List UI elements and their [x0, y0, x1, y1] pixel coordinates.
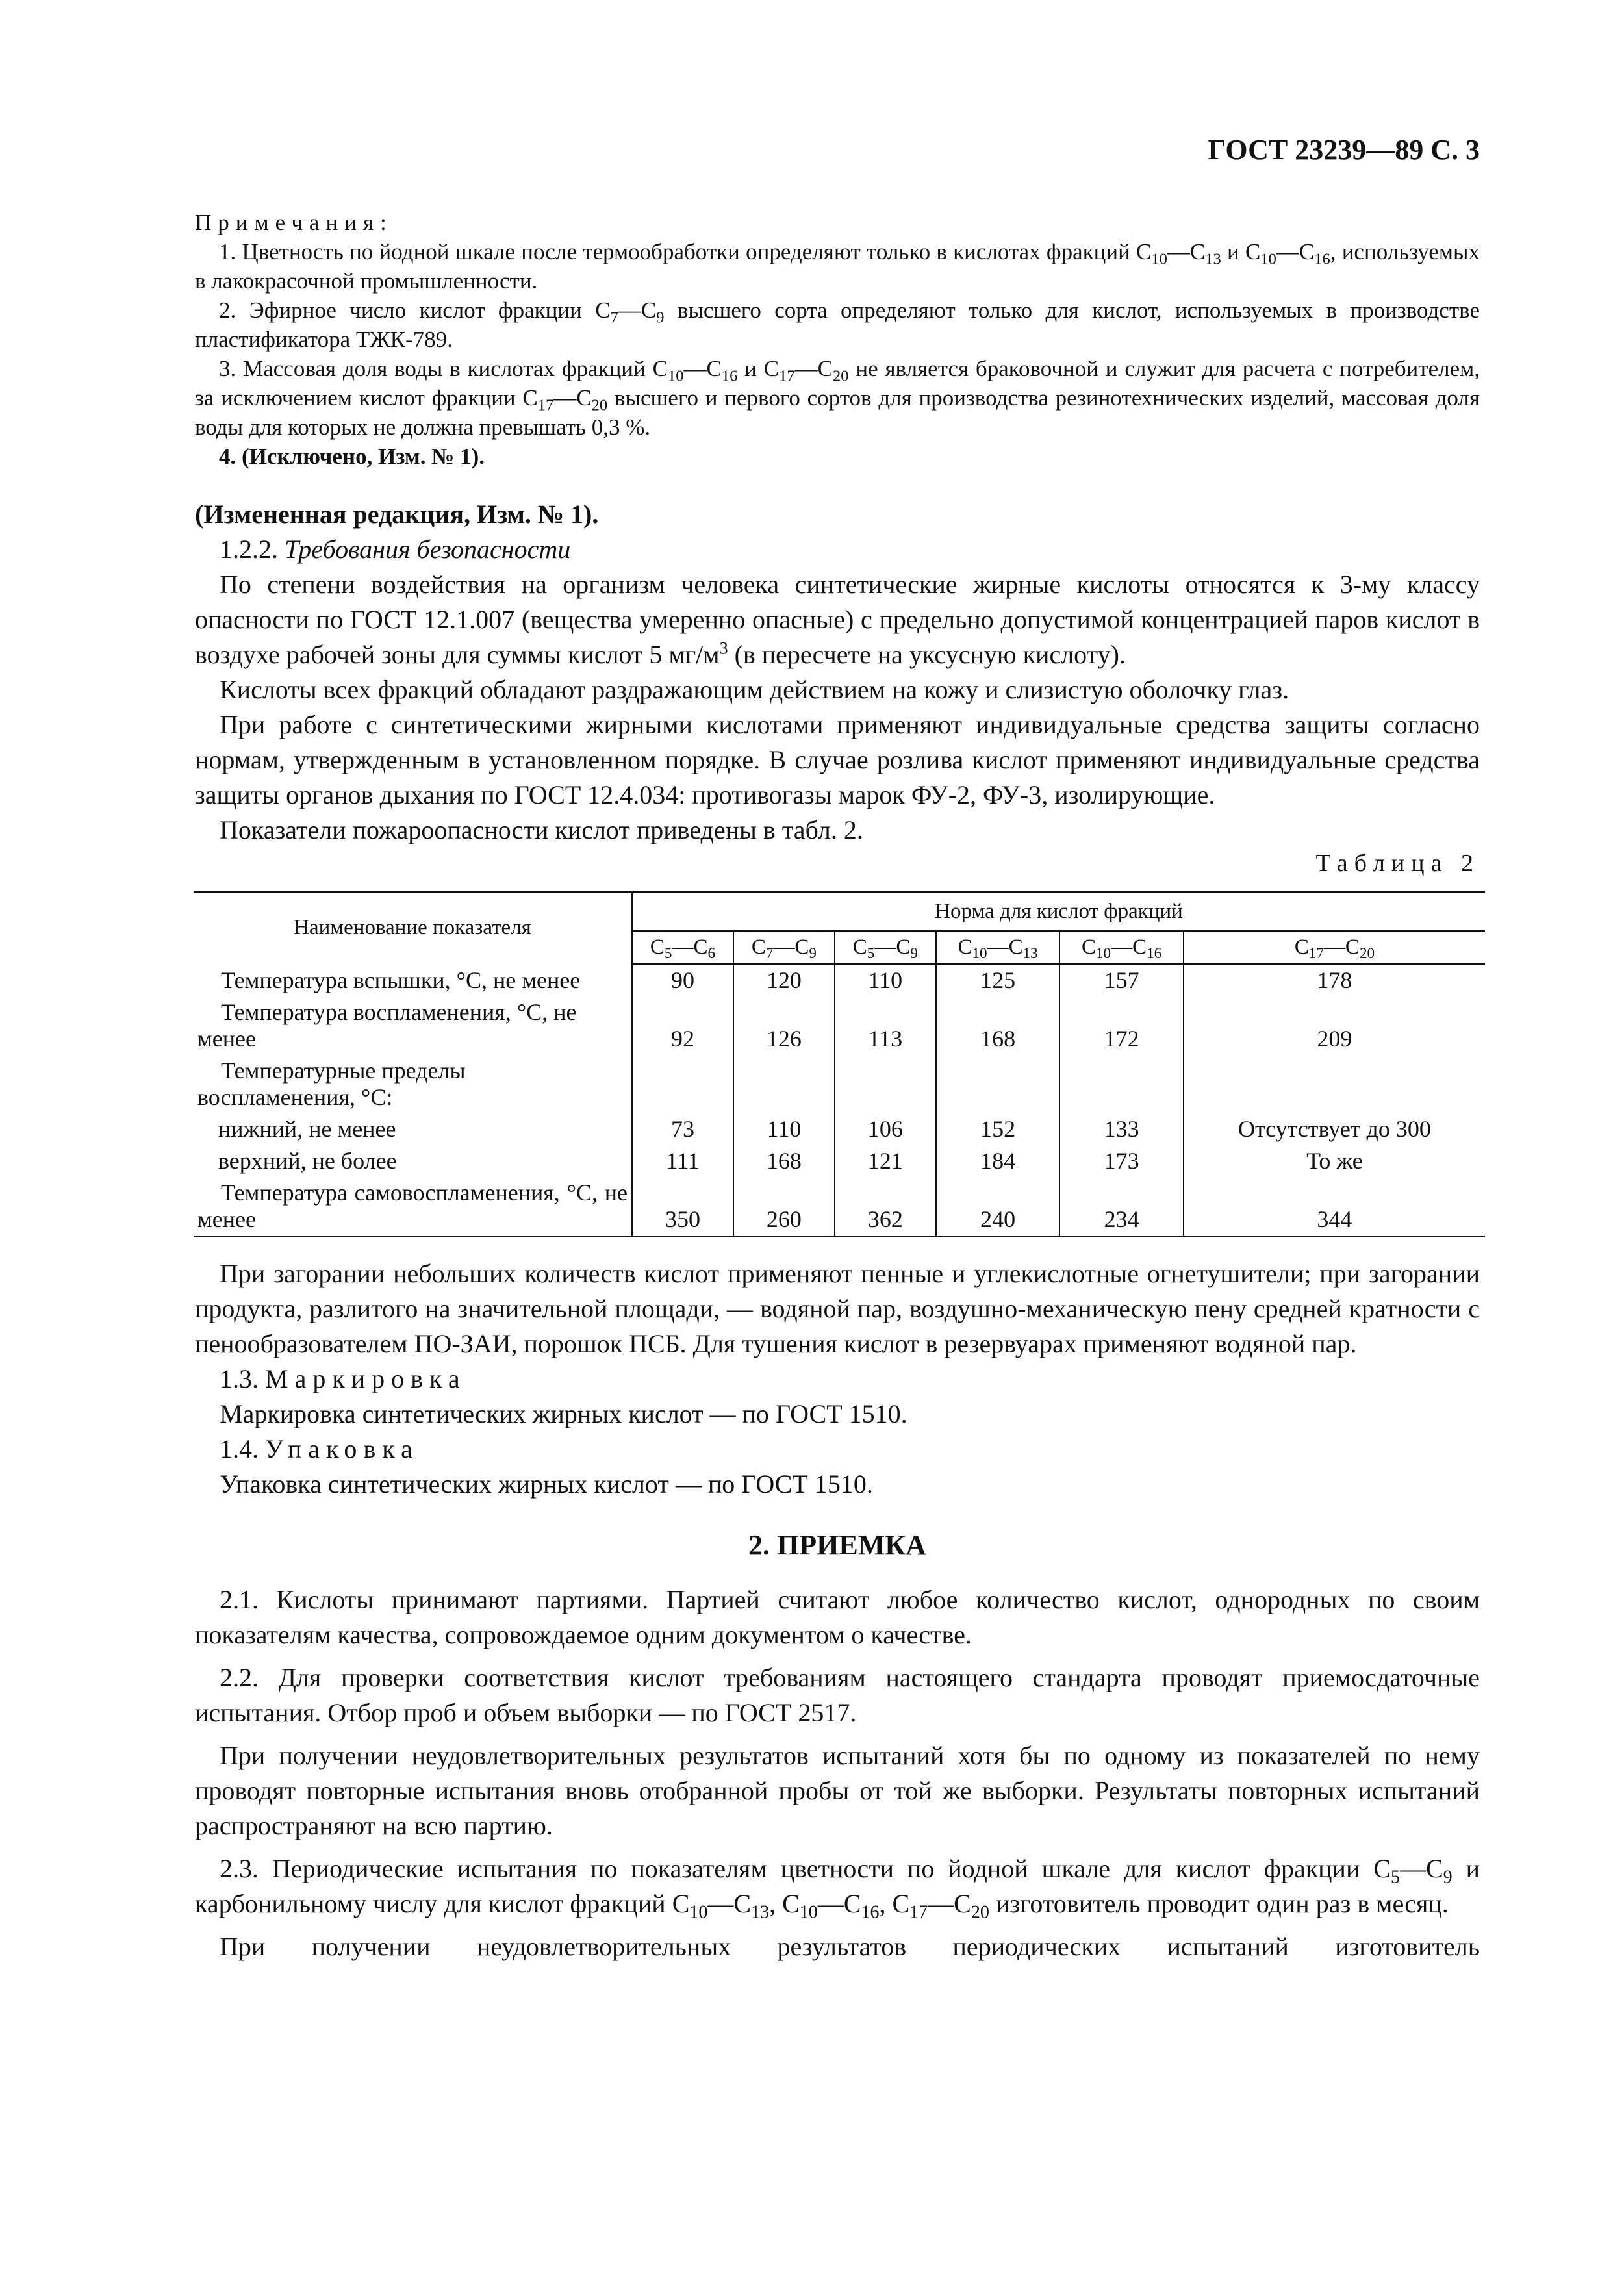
table-row [194, 1055, 1485, 1113]
note-1: 1. Цветность по йодной шкале после термообработки определяют только в кислотах фракций $С_{10}—С_{13}$ и $С_{10}—С_{16}$, используемых в лакокрасочной промышленности. [195, 239, 1480, 294]
cell-value [1184, 1055, 1485, 1113]
section-2-title: 2. ПРИЕМКА [748, 1529, 926, 1561]
column-header-fraction: $C_7—C_9$ [733, 931, 835, 964]
cell-value: 110 [835, 964, 936, 997]
cell-value: 350 [632, 1177, 733, 1236]
cell-value: 184 [936, 1145, 1060, 1177]
section-1-4-paragraph: Упаковка синтетических жирных кислот — по ГОСТ 1510. [220, 1469, 873, 1499]
cell-value: 209 [1317, 1026, 1352, 1052]
row-name: Температура вспышки, °С, не менее [194, 964, 632, 997]
cell-value: 234 [1059, 1177, 1184, 1236]
column-header-parameter: Наименование показателя [194, 892, 632, 964]
cell-value: 73 [632, 1113, 733, 1145]
safety-paragraph-3: При работе с синтетическими жирными кислотами применяют индивидуальные средства защиты согласно нормам, утвержденным в установленном порядке. В случае розлива кислот применяют индивидуальные средства защиты органов дыхания по ГОСТ 12.4.034: противогазы марок ФУ-2, ФУ-3, изолирующие. [195, 710, 1480, 809]
cell-value: 344 [1184, 1177, 1485, 1236]
paragraph-2-1: 2.1. Кислоты принимают партиями. Партией считают любое количество кислот, однородных по своим показателям качества, сопровождаемое одним документом о качестве. [195, 1585, 1480, 1649]
cell-value: 178 [1317, 967, 1352, 993]
cell-value: 152 [936, 1113, 1060, 1145]
cell-value [936, 1055, 1060, 1113]
amended-note: (Измененная редакция, Изм. № 1). [195, 500, 599, 529]
page-header: ГОСТ 23239—89 С. 3 [1208, 134, 1480, 166]
section-1-2-2-heading: 1.2.2. Требования безопасности [220, 535, 571, 564]
table-row [194, 964, 1485, 997]
column-header-group: Норма для кислот фракций [632, 892, 1485, 932]
row-name: верхний, не более [194, 1145, 632, 1177]
cell-value: 168 [936, 996, 1060, 1055]
cell-value: 260 [733, 1177, 835, 1236]
table-row [194, 996, 1485, 1055]
column-header-fraction: $C_{17}—C_{20}$ [1184, 931, 1485, 964]
cell-value [835, 1055, 936, 1113]
cell-value: 157 [1059, 964, 1184, 997]
table-row [194, 1145, 1485, 1177]
paragraph-last: При получении неудовлетворительных результатов периодических испытаний изготовитель [220, 1932, 1480, 1961]
section-1-4-heading: 1.4. Упаковка [220, 1434, 419, 1464]
cell-value: 172 [1059, 996, 1184, 1055]
row-name: Температура самовоспламенения, °С, не менее [194, 1177, 632, 1236]
cell-value: 133 [1059, 1113, 1184, 1145]
notes-title: Примечания: [195, 210, 393, 235]
cell-value: 126 [733, 996, 835, 1055]
table-header-row [194, 892, 1485, 932]
cell-value: 173 [1059, 1145, 1184, 1177]
section-1-3-paragraph: Маркировка синтетических жирных кислот — по ГОСТ 1510. [220, 1399, 907, 1428]
note-4: 4. (Исключено, Изм. № 1). [219, 444, 485, 469]
cell-value: 111 [632, 1145, 733, 1177]
cell-value [1059, 1055, 1184, 1113]
note-3: 3. Массовая доля воды в кислотах фракций $С_{10}—С_{16}$ и $С_{17}—С_{20}$ не является браковочной и служит для расчета с потребителем, за исключением кислот фракции $С_{17}—С_{20}$ высшего и первого сортов для производства резинотехнических изделий, массовая доля воды для которых не должна превышать 0,3 %. [195, 356, 1480, 440]
page-content [195, 208, 1480, 1964]
cell-value: Отсутствует до 300 [1237, 1116, 1431, 1142]
column-header-fraction: $C_{10}—C_{16}$ [1059, 931, 1184, 964]
cell-value: 106 [835, 1113, 936, 1145]
row-name: Температура воспламенения, °С, не менее [194, 996, 632, 1055]
section-1-3-heading: 1.3. Маркировка [220, 1364, 466, 1393]
row-name: нижний, не менее [194, 1113, 632, 1145]
safety-paragraph-2: Кислоты всех фракций обладают раздражающим действием на кожу и слизистую оболочку глаз. [220, 675, 1289, 704]
fire-hazard-table [194, 891, 1485, 1237]
table-row [194, 1113, 1485, 1145]
paragraph-2-3: 2.3. Периодические испытания по показателям цветности по йодной шкале для кислот фракции $С_5—С_9$ и карбонильному числу для кислот фракций $С_{10}—С_{13}$, $С_{10}—С_{16}$, $С_{17}—С_{20}$ изготовитель проводит один раз в месяц. [195, 1854, 1480, 1923]
cell-value: 168 [733, 1145, 835, 1177]
cell-value: 90 [632, 964, 733, 997]
cell-value: 121 [835, 1145, 936, 1177]
cell-value [632, 1055, 733, 1113]
safety-paragraph-4: Показатели пожароопасности кислот приведены в табл. 2. [220, 815, 863, 844]
column-header-fraction: $C_5—C_9$ [835, 931, 936, 964]
table-label: Таблица 2 [1315, 850, 1480, 877]
safety-paragraph-1: По степени воздействия на организм человека синтетические жирные кислоты относятся к 3-му классу опасности по ГОСТ 12.1.007 (вещества умеренно опасные) с предельно допустимой концентрацией паров кислот в воздухе рабочей зоны для суммы кислот 5 $мг/м^3$ (в пересчете на уксусную кислоту). [195, 570, 1480, 669]
paragraph-2-2b: При получении неудовлетворительных результатов испытаний хотя бы по одному из показателей по нему проводят повторные испытания вновь отобранной пробы от той же выборки. Результаты повторных испытаний распространяют на всю партию. [195, 1741, 1480, 1840]
column-header-fraction: $C_5—C_6$ [632, 931, 733, 964]
table-row [194, 1177, 1485, 1236]
cell-value: 240 [936, 1177, 1060, 1236]
notes-block [195, 208, 1480, 471]
cell-value: 125 [936, 964, 1060, 997]
fire-paragraph: При загорании небольших количеств кислот применяют пенные и углекислотные огнетушители; при загорании продукта, разлитого на значительной площади, — водяной пар, воздушно-механическую пену средней кратности с пенообразователем ПО-ЗАИ, порошок ПСБ. Для тушения кислот в резервуарах применяют водяной пар. [195, 1259, 1480, 1358]
cell-value: 362 [835, 1177, 936, 1236]
cell-value: 120 [733, 964, 835, 997]
row-name: Температурные пределы воспламенения, °С: [194, 1055, 632, 1113]
note-2: 2. Эфирное число кислот фракции $С_7—С_9$ высшего сорта определяют только для кислот, используемых в производстве пластификатора ТЖК-789. [195, 298, 1480, 352]
paragraph-2-2: 2.2. Для проверки соответствия кислот требованиям настоящего стандарта проводят приемосдаточные испытания. Отбор проб и объем выборки — по ГОСТ 2517. [195, 1663, 1480, 1727]
column-header-fraction: $C_{10}—C_{13}$ [936, 931, 1060, 964]
cell-value [733, 1055, 835, 1113]
cell-value: 110 [733, 1113, 835, 1145]
cell-value: 92 [632, 996, 733, 1055]
cell-value: 113 [835, 996, 936, 1055]
cell-value: То же [1306, 1148, 1363, 1174]
